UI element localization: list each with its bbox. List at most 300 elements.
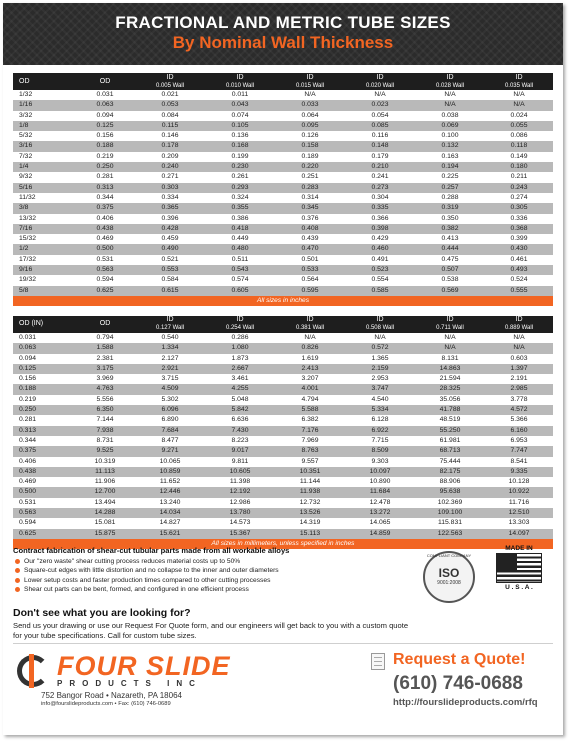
table-cell: 102.369	[415, 498, 485, 508]
table-cell: 5/16	[13, 183, 75, 193]
table-cell: 0.449	[205, 234, 275, 244]
table-row	[13, 121, 553, 131]
table-cell: 0.605	[205, 286, 275, 296]
column-wall-thickness: 0.015 Wall	[295, 82, 325, 89]
table-cell: 1/32	[13, 90, 75, 100]
table-cell: 0.500	[13, 487, 75, 497]
table-row	[13, 172, 553, 182]
table-row	[13, 395, 553, 405]
table-cell: 10.319	[75, 457, 135, 467]
table-cell: 0.094	[75, 111, 135, 121]
table-cell: 0.038	[415, 111, 485, 121]
table-cell: 0.031	[75, 90, 135, 100]
table-cell: 0.396	[135, 214, 205, 224]
table-cell: 7.747	[485, 446, 553, 456]
table-row	[13, 354, 553, 364]
table-cell: 0.063	[13, 343, 75, 353]
table-cell: 11.938	[275, 487, 345, 497]
fractional-table-footer: All sizes in inches	[13, 296, 553, 306]
table-cell: 0.408	[275, 224, 345, 234]
table-cell: 0.572	[345, 343, 415, 353]
table-cell: 5/8	[13, 286, 75, 296]
table-cell: 15.621	[135, 529, 205, 539]
table-cell: 0.199	[205, 152, 275, 162]
table-cell: 2.921	[135, 364, 205, 374]
table-cell: 0.011	[205, 90, 275, 100]
table-cell: 0.625	[75, 286, 135, 296]
capability-item	[13, 576, 453, 585]
table-cell: 12.986	[205, 498, 275, 508]
table-cell: 0.564	[275, 275, 345, 285]
table-cell: N/A	[275, 90, 345, 100]
table-cell: 11.398	[205, 477, 275, 487]
table-cell: 11.652	[135, 477, 205, 487]
table-cell: N/A	[345, 333, 415, 343]
table-cell: 3.778	[485, 395, 553, 405]
table-cell: 0.344	[13, 436, 75, 446]
table-cell: 0.543	[205, 265, 275, 275]
table-cell: 6.350	[75, 405, 135, 415]
table-cell: 6.922	[345, 426, 415, 436]
table-cell: 0.493	[485, 265, 553, 275]
table-row	[13, 457, 553, 467]
table-cell: 2.381	[75, 354, 135, 364]
table-row	[13, 286, 553, 296]
table-cell: 0.086	[485, 131, 553, 141]
table-cell: 6.096	[135, 405, 205, 415]
table-cell: 1/16	[13, 100, 75, 110]
table-cell: 0.444	[415, 244, 485, 254]
table-cell: 0.053	[135, 100, 205, 110]
table-cell: 0.511	[205, 255, 275, 265]
table-cell: 10.890	[345, 477, 415, 487]
table-cell: 0.406	[13, 457, 75, 467]
table-cell: 95.638	[415, 487, 485, 497]
table-cell: 0.220	[275, 162, 345, 172]
table-cell: 11.716	[485, 498, 553, 508]
table-cell: 0.594	[13, 518, 75, 528]
column-header	[345, 73, 415, 90]
table-cell: 0.625	[13, 529, 75, 539]
table-cell: 0.023	[345, 100, 415, 110]
table-cell: 0.250	[13, 405, 75, 415]
table-cell: 0.251	[275, 172, 345, 182]
table-cell: 0.125	[75, 121, 135, 131]
table-cell: 55.250	[415, 426, 485, 436]
table-cell: 0.188	[13, 384, 75, 394]
table-cell: 0.149	[485, 152, 553, 162]
table-cell: 0.491	[345, 255, 415, 265]
table-cell: 7/16	[13, 224, 75, 234]
table-cell: 13/32	[13, 214, 75, 224]
table-cell: 0.024	[485, 111, 553, 121]
table-cell: 3.207	[275, 374, 345, 384]
table-cell: 0.461	[485, 255, 553, 265]
table-cell: 4.255	[205, 384, 275, 394]
table-cell: 3.715	[135, 374, 205, 384]
table-cell: 0.085	[345, 121, 415, 131]
table-cell: 0.132	[415, 141, 485, 151]
table-cell: N/A	[415, 343, 485, 353]
table-cell: 9.303	[345, 457, 415, 467]
table-cell: 8.763	[275, 446, 345, 456]
table-cell: 0.105	[205, 121, 275, 131]
table-cell: 0.540	[135, 333, 205, 343]
table-cell: 0.594	[75, 275, 135, 285]
table-cell: N/A	[415, 90, 485, 100]
table-cell: 0.180	[485, 162, 553, 172]
bullet-icon	[15, 587, 20, 592]
column-header	[13, 316, 75, 333]
column-header	[485, 73, 553, 90]
table-cell: 3/16	[13, 141, 75, 151]
table-cell: 2.953	[345, 374, 415, 384]
table-cell: 0.100	[415, 131, 485, 141]
fractional-size-table	[13, 73, 553, 296]
table-row	[13, 255, 553, 265]
column-wall-thickness: 0.010 Wall	[225, 82, 255, 89]
callout-body: Send us your drawing or use our Request For Quote form, and our engineers will get back to you with a custom quote for your tube specifications. Call for custom tube sizes.	[13, 621, 409, 640]
table-cell: 5.842	[205, 405, 275, 415]
table-cell: 8.223	[205, 436, 275, 446]
table-cell: 0.439	[275, 234, 345, 244]
table-row	[13, 234, 553, 244]
table-cell: 0.136	[205, 131, 275, 141]
table-cell: 0.470	[275, 244, 345, 254]
table-cell: 9.335	[485, 467, 553, 477]
table-cell: 0.490	[135, 244, 205, 254]
column-header	[345, 316, 415, 333]
table-cell: 2.667	[205, 364, 275, 374]
table-row	[13, 203, 553, 213]
table-cell: 0.209	[135, 152, 205, 162]
table-cell: 0.413	[415, 234, 485, 244]
table-cell: 12.700	[75, 487, 135, 497]
table-cell: 0.615	[135, 286, 205, 296]
table-cell: 1.365	[345, 354, 415, 364]
table-cell: 7.430	[205, 426, 275, 436]
capability-text: Our "zero waste" shear cutting process reduces material costs up to 50%	[24, 558, 241, 565]
table-cell: 0.554	[345, 275, 415, 285]
table-cell: 0.293	[205, 183, 275, 193]
table-cell: 12.192	[205, 487, 275, 497]
table-row	[13, 426, 553, 436]
table-cell: 0.365	[135, 203, 205, 213]
table-cell: N/A	[485, 333, 553, 343]
table-cell: 0.538	[415, 275, 485, 285]
table-cell: 0.398	[345, 224, 415, 234]
capability-text: Lower setup costs and faster production times compared to other cutting processes	[24, 576, 271, 584]
table-cell: 0.459	[135, 234, 205, 244]
column-header	[275, 316, 345, 333]
four-slide-logo-icon	[17, 655, 49, 687]
table-cell: 1/8	[13, 121, 75, 131]
table-cell: N/A	[485, 90, 553, 100]
table-cell: 8.541	[485, 457, 553, 467]
table-cell: N/A	[415, 100, 485, 110]
table-cell: 6.160	[485, 426, 553, 436]
column-header	[205, 73, 275, 90]
table-cell: 13.272	[345, 508, 415, 518]
table-cell: 28.325	[415, 384, 485, 394]
table-cell: 3.969	[75, 374, 135, 384]
capability-item	[13, 557, 453, 566]
table-cell: 15.367	[205, 529, 275, 539]
table-cell: 0.288	[415, 193, 485, 203]
page-title: FRACTIONAL AND METRIC TUBE SIZES	[115, 13, 451, 32]
column-wall-thickness: 0.028 Wall	[435, 82, 465, 89]
table-cell: 0.344	[75, 193, 135, 203]
table-cell: 0.054	[345, 111, 415, 121]
table-cell: 0.257	[415, 183, 485, 193]
table-cell: 0.194	[415, 162, 485, 172]
table-cell: 0.283	[275, 183, 345, 193]
table-cell: 3/32	[13, 111, 75, 121]
table-cell: 0.595	[275, 286, 345, 296]
column-label: OD (IN)	[19, 320, 44, 328]
page-header	[3, 3, 563, 65]
table-cell: 1.873	[205, 354, 275, 364]
table-cell: 14.065	[345, 518, 415, 528]
table-cell: 0.125	[13, 364, 75, 374]
table-cell: 0.163	[415, 152, 485, 162]
table-cell: 2.191	[485, 374, 553, 384]
custom-quote-callout	[13, 607, 413, 641]
table-cell: 0.376	[275, 214, 345, 224]
table-cell: N/A	[415, 333, 485, 343]
table-cell: 0.146	[135, 131, 205, 141]
table-cell: 0.230	[205, 162, 275, 172]
table-cell: 15/32	[13, 234, 75, 244]
table-cell: 0.261	[205, 172, 275, 182]
table-cell: 0.336	[485, 214, 553, 224]
table-cell: 4.001	[275, 384, 345, 394]
table-cell: 0.274	[485, 193, 553, 203]
table-cell: 48.519	[415, 415, 485, 425]
table-cell: 0.345	[275, 203, 345, 213]
table-cell: 0.460	[345, 244, 415, 254]
table-cell: 0.211	[485, 172, 553, 182]
table-cell: 5.556	[75, 395, 135, 405]
table-cell: 14.863	[415, 364, 485, 374]
callout-question: Don't see what you are looking for?	[13, 607, 191, 619]
table-cell: 10.065	[135, 457, 205, 467]
iso-label: ISO	[438, 566, 460, 580]
table-cell: 0.585	[345, 286, 415, 296]
table-cell: 0.469	[13, 477, 75, 487]
table-cell: 0.118	[485, 141, 553, 151]
table-cell: 0.500	[75, 244, 135, 254]
request-quote-block[interactable]	[353, 649, 558, 729]
usa-label: U . S . A .	[505, 584, 533, 591]
table-row	[13, 275, 553, 285]
table-cell: 7.684	[135, 426, 205, 436]
brand-name: FOUR SLIDE	[57, 651, 231, 681]
table-row	[13, 214, 553, 224]
table-cell: 61.981	[415, 436, 485, 446]
table-cell: 2.159	[345, 364, 415, 374]
table-cell: 3/8	[13, 203, 75, 213]
column-label: ID	[446, 73, 454, 81]
table-cell: 82.175	[415, 467, 485, 477]
table-cell: 0.350	[415, 214, 485, 224]
table-cell: 1.397	[485, 364, 553, 374]
table-row	[13, 508, 553, 518]
column-label: OD	[99, 320, 111, 328]
request-quote-link[interactable]: Request a Quote!	[393, 651, 526, 668]
table-cell: 0.507	[415, 265, 485, 275]
table-row	[13, 131, 553, 141]
column-label: ID	[515, 73, 523, 81]
table-cell: 0.189	[275, 152, 345, 162]
table-cell: 0.480	[205, 244, 275, 254]
table-cell: 1.080	[205, 343, 275, 353]
capability-text: Square-cut edges with little distortion and no collapse to the inner and outer diameters	[24, 567, 279, 575]
table-cell: 0.243	[485, 183, 553, 193]
table-cell: 75.444	[415, 457, 485, 467]
table-cell: 41.788	[415, 405, 485, 415]
table-cell: 6.636	[205, 415, 275, 425]
table-cell: 5.366	[485, 415, 553, 425]
table-row	[13, 162, 553, 172]
table-cell: 0.179	[345, 152, 415, 162]
table-row	[13, 446, 553, 456]
table-cell: 0.319	[415, 203, 485, 213]
metric-size-table	[13, 316, 553, 539]
table-cell: 0.313	[75, 183, 135, 193]
table-cell: 11.684	[345, 487, 415, 497]
phone-number[interactable]: (610) 746-0688	[393, 673, 523, 694]
table-cell: 7.176	[275, 426, 345, 436]
column-label: ID	[166, 73, 174, 81]
table-cell: 4.572	[485, 405, 553, 415]
column-wall-thickness: 0.035 Wall	[504, 82, 534, 89]
table-cell: 14.319	[275, 518, 345, 528]
column-wall-thickness: 0.020 Wall	[365, 82, 395, 89]
capability-item	[13, 585, 453, 594]
table-cell: 0.794	[75, 333, 135, 343]
table-cell: 0.531	[13, 498, 75, 508]
table-cell: 0.429	[345, 234, 415, 244]
table-cell: 0.531	[75, 255, 135, 265]
table-cell: 21.594	[415, 374, 485, 384]
table-cell: 0.475	[415, 255, 485, 265]
capabilities-section	[13, 546, 453, 595]
table-cell: 1.334	[135, 343, 205, 353]
table-cell: 0.430	[485, 244, 553, 254]
table-cell: 122.563	[415, 529, 485, 539]
table-row	[13, 364, 553, 374]
column-label: ID	[376, 316, 384, 324]
table-cell: 0.168	[205, 141, 275, 151]
table-cell: 8.131	[415, 354, 485, 364]
table-cell: 7.969	[275, 436, 345, 446]
table-cell: 4.509	[135, 384, 205, 394]
table-cell: 10.859	[135, 467, 205, 477]
table-cell: 8.731	[75, 436, 135, 446]
table-cell: 0.438	[75, 224, 135, 234]
table-cell: 10.351	[275, 467, 345, 477]
table-cell: 0.225	[415, 172, 485, 182]
table-cell: 0.469	[75, 234, 135, 244]
table-cell: N/A	[275, 333, 345, 343]
table-cell: 12.478	[345, 498, 415, 508]
table-cell: 0.418	[205, 224, 275, 234]
table-row	[13, 384, 553, 394]
column-label: ID	[236, 316, 244, 324]
table-cell: 3.461	[205, 374, 275, 384]
table-cell: 0.094	[13, 354, 75, 364]
table-cell: 13.303	[485, 518, 553, 528]
table-cell: 0.375	[75, 203, 135, 213]
table-cell: 19/32	[13, 275, 75, 285]
table-cell: 0.305	[485, 203, 553, 213]
column-wall-thickness: 0.508 Wall	[365, 325, 395, 332]
table-cell: 15.081	[75, 518, 135, 528]
table-cell: 0.569	[415, 286, 485, 296]
table-row	[13, 152, 553, 162]
table-row	[13, 224, 553, 234]
table-cell: 0.335	[345, 203, 415, 213]
table-cell: 0.033	[275, 100, 345, 110]
table-cell: 0.031	[13, 333, 75, 343]
table-row	[13, 477, 553, 487]
column-header	[75, 73, 135, 90]
table-cell: N/A	[345, 90, 415, 100]
table-row	[13, 183, 553, 193]
table-cell: 0.115	[135, 121, 205, 131]
table-cell: 7.715	[345, 436, 415, 446]
table-cell: 1/2	[13, 244, 75, 254]
capability-text: Shear cut parts can be bent, formed, and configured in one efficient process	[24, 586, 249, 594]
table-cell: 10.128	[485, 477, 553, 487]
table-cell: 0.303	[135, 183, 205, 193]
table-cell: 9.811	[205, 457, 275, 467]
table-row	[13, 265, 553, 275]
table-cell: 5/32	[13, 131, 75, 141]
capabilities-heading: Contract fabrication of shear-cut tubular parts made from all workable alloys	[13, 546, 290, 555]
table-cell: 0.148	[345, 141, 415, 151]
rfq-url-link[interactable]: http://fourslideproducts.com/rfq	[393, 697, 538, 708]
capabilities-list	[13, 557, 453, 595]
table-cell: 7/32	[13, 152, 75, 162]
table-cell: 2.413	[275, 364, 345, 374]
table-cell: 9.017	[205, 446, 275, 456]
table-cell: 11.906	[75, 477, 135, 487]
table-cell: 12.446	[135, 487, 205, 497]
iso-ring-text: COMPLIANT COMPANY	[426, 553, 472, 558]
table-cell: 0.063	[75, 100, 135, 110]
table-cell: 0.574	[205, 275, 275, 285]
table-cell: 68.713	[415, 446, 485, 456]
table-cell: 0.386	[205, 214, 275, 224]
table-cell: 0.334	[135, 193, 205, 203]
column-header	[275, 73, 345, 90]
table-cell: 0.055	[485, 121, 553, 131]
table-cell: 0.523	[345, 265, 415, 275]
table-cell: 0.188	[75, 141, 135, 151]
table-cell: 2.985	[485, 384, 553, 394]
table-row	[13, 529, 553, 539]
column-label: ID	[306, 316, 314, 324]
column-wall-thickness: 0.711 Wall	[436, 325, 464, 332]
table-cell: 12.510	[485, 508, 553, 518]
made-in-usa-badge	[493, 545, 545, 591]
column-label: OD	[99, 77, 111, 85]
table-cell: 0.501	[275, 255, 345, 265]
table-cell: 1/4	[13, 162, 75, 172]
column-header	[75, 316, 135, 333]
